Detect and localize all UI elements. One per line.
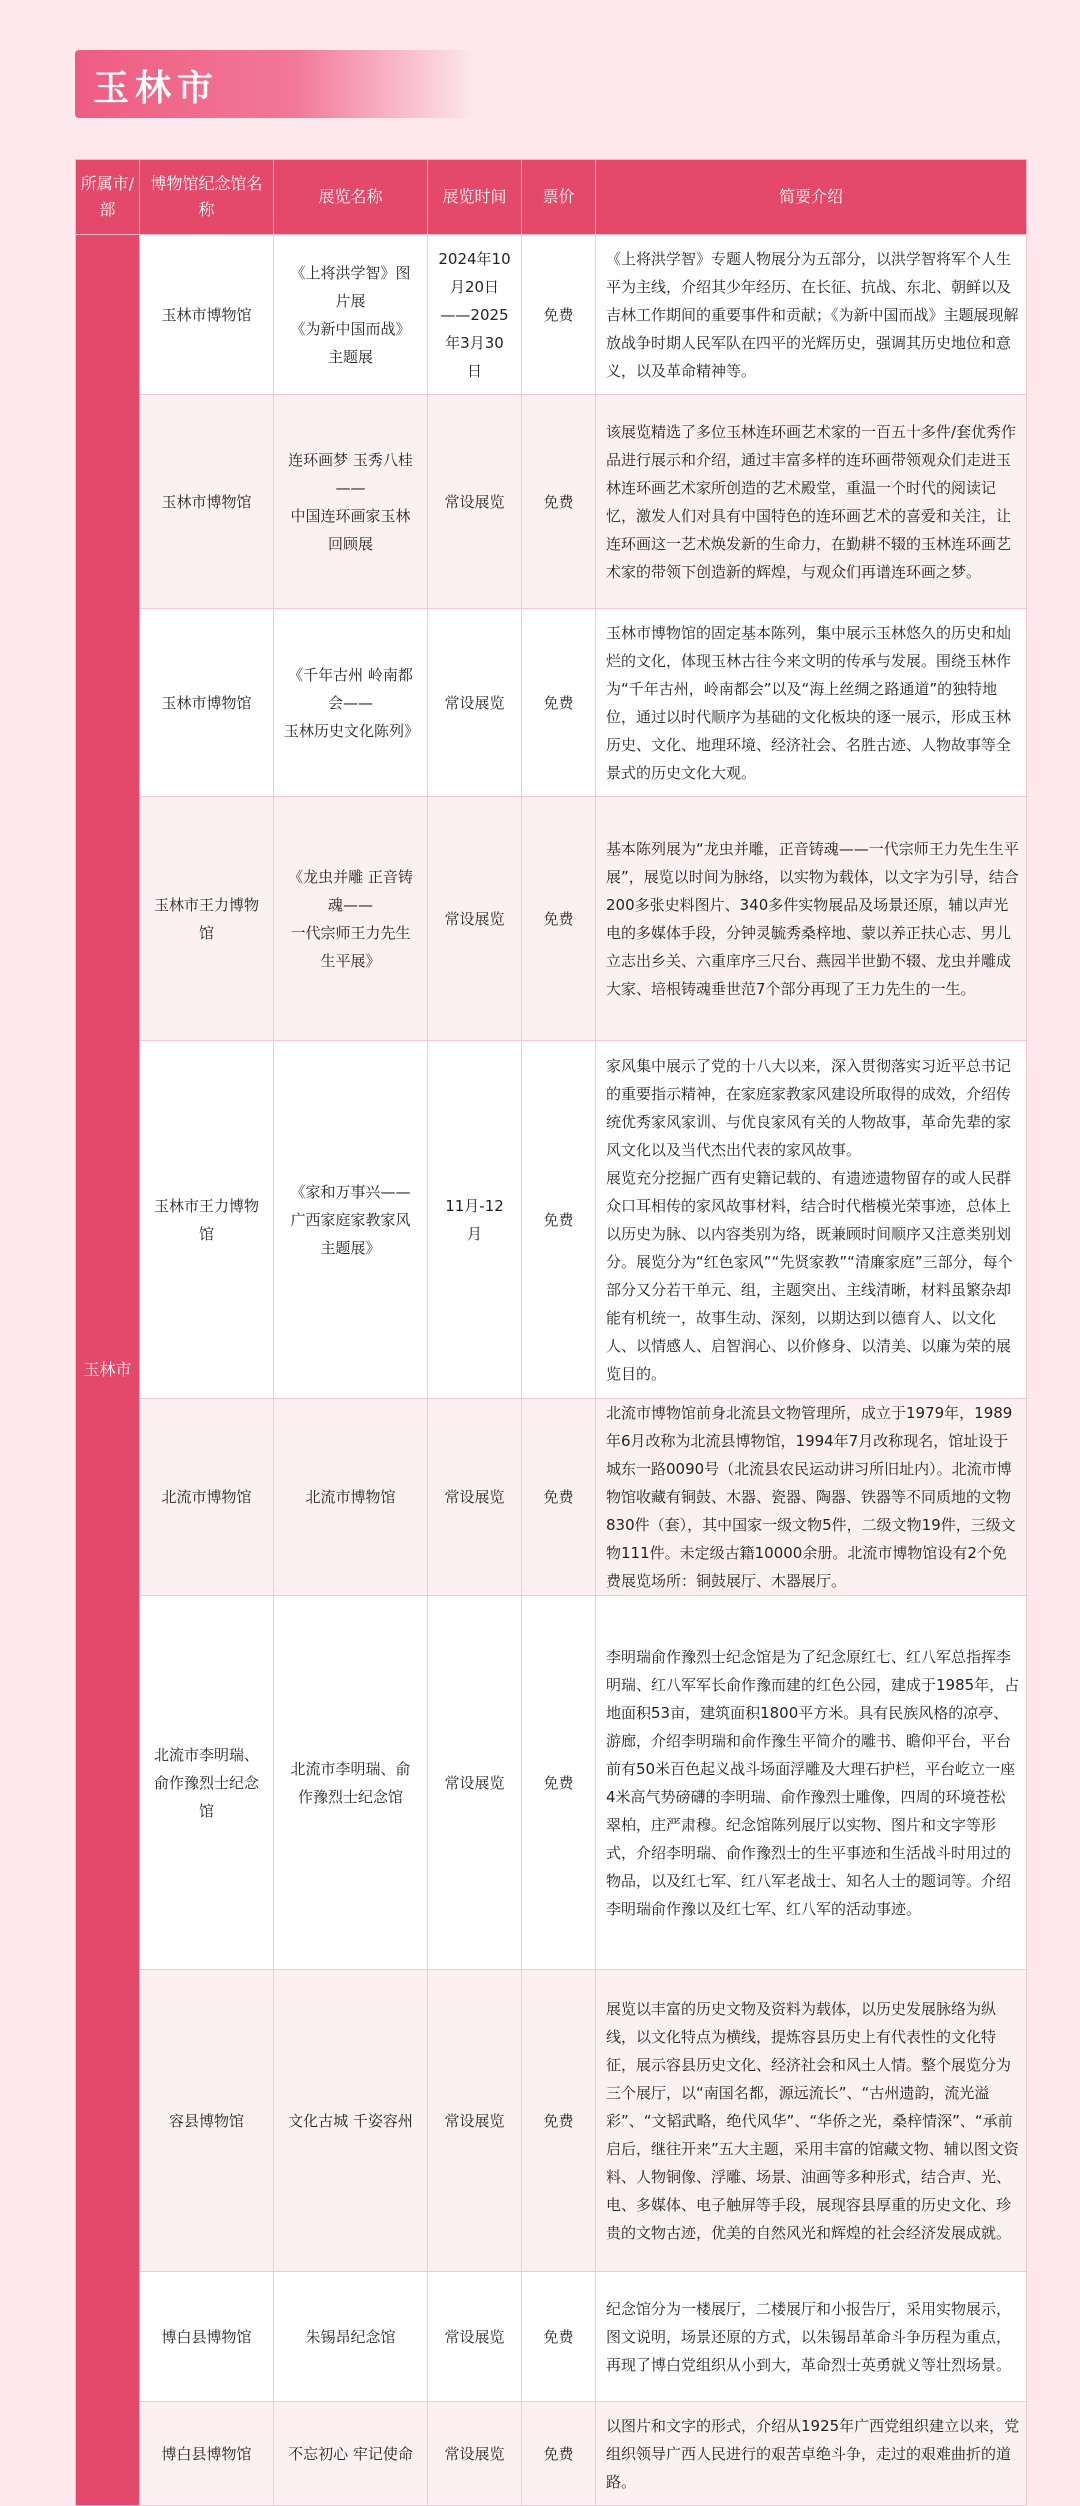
header-exhibition: 展览名称 xyxy=(274,160,428,235)
table-row xyxy=(76,797,1027,1041)
exhibition-intro: 北流市博物馆前身北流县文物管理所，成立于1979年，1989年6月改称为北流县博物馆，1994年7月改称现名，馆址设于城东一路0090号（北流县农民运动讲习所旧址内）。北流市博物馆收藏有铜鼓、木器、瓷器、陶器、铁器等不同质地的文物830件（套），其中国家一级文物5件，二级文物19件，三级文物111件。未定级古籍10000余册。北流市博物馆设有2个免费展览场所：铜鼓展厅、木器展厅。 xyxy=(596,1399,1027,1596)
exhibition-name: 不忘初心 牢记使命 xyxy=(274,2402,428,2506)
table-row xyxy=(76,2402,1027,2506)
exhibition-intro: 展览以丰富的历史文物及资料为载体，以历史发展脉络为纵线，以文化特点为横线，提炼容县历史上有代表性的文化特征，展示容县历史文化、经济社会和风土人情。整个展览分为三个展厅，以“南国名都，源远流长”、“古州遗韵，流光溢彩”、“文韬武略，绝代风华”、“华侨之光，桑梓情深”、“承前启后，继往开来”五大主题，采用丰富的馆藏文物、辅以图文资料、人物铜像、浮雕、场景、油画等多种形式，结合声、光、电、多媒体、电子触屏等手段，展现容县厚重的历史文化、珍贵的文物古迹，优美的自然风光和辉煌的社会经济发展成就。 xyxy=(596,1970,1027,2272)
table-row xyxy=(76,1399,1027,1596)
exhibition-time: 11月-12月 xyxy=(428,1041,522,1399)
ticket-price: 免费 xyxy=(522,1399,596,1596)
table-row xyxy=(76,1970,1027,2272)
region-cell: 玉林市 xyxy=(76,235,140,2506)
ticket-price: 免费 xyxy=(522,1596,596,1970)
exhibition-intro: 家风集中展示了党的十八大以来，深入贯彻落实习近平总书记的重要指示精神，在家庭家教家风建设所取得的成效，介绍传统优秀家风家训、与优良家风有关的人物故事，革命先辈的家风文化以及当代杰出代表的家风故事。 展览充分挖掘广西有史籍记载的、有遗迹遗物留存的或人民群众口耳相传的家风故事材料，结合时代楷模光荣事迹，总体上以历史为脉、以内容类别为络，既兼顾时间顺序又注意类别划分。展览分为“红色家风”“先贤家教”“清廉家庭”三部分，每个部分又分若干单元、组，主题突出、主线清晰，材料虽繁杂却能有机统一，故事生动、深刻，以期达到以德育人、以文化人、以情感人、启智润心、以价修身、以清美、以廉为荣的展览目的。 xyxy=(596,1041,1027,1399)
museum-name: 玉林市博物馆 xyxy=(140,395,274,609)
header-time: 展览时间 xyxy=(428,160,522,235)
exhibition-name: 北流市李明瑞、俞作豫烈士纪念馆 xyxy=(274,1596,428,1970)
ticket-price: 免费 xyxy=(522,609,596,797)
exhibition-intro: 以图片和文字的形式，介绍从1925年广西党组织建立以来，党组织领导广西人民进行的艰苦卓绝斗争，走过的艰难曲折的道路。 xyxy=(596,2402,1027,2506)
museum-name: 玉林市博物馆 xyxy=(140,235,274,395)
exhibition-time: 常设展览 xyxy=(428,1970,522,2272)
museum-name: 北流市博物馆 xyxy=(140,1399,274,1596)
header-intro: 简要介绍 xyxy=(596,160,1027,235)
exhibition-intro: 该展览精选了多位玉林连环画艺术家的一百五十多件/套优秀作品进行展示和介绍，通过丰富多样的连环画带领观众们走进玉林连环画艺术家所创造的艺术殿堂，重温一个时代的阅读记忆，激发人们对具有中国特色的连环画艺术的喜爱和关注，让连环画这一艺术焕发新的生命力，在勤耕不辍的玉林连环画艺术家的带领下创造新的辉煌，与观众们再谱连环画之梦。 xyxy=(596,395,1027,609)
ticket-price: 免费 xyxy=(522,1041,596,1399)
exhibition-time: 常设展览 xyxy=(428,2272,522,2402)
ticket-price: 免费 xyxy=(522,1970,596,2272)
museum-name: 博白县博物馆 xyxy=(140,2272,274,2402)
exhibition-name: 北流市博物馆 xyxy=(274,1399,428,1596)
page-title: 玉林市 xyxy=(93,68,220,109)
table-row xyxy=(76,1596,1027,1970)
ticket-price: 免费 xyxy=(522,2402,596,2506)
museum-name: 玉林市博物馆 xyxy=(140,609,274,797)
museum-name: 北流市李明瑞、俞作豫烈士纪念馆 xyxy=(140,1596,274,1970)
exhibition-intro: 纪念馆分为一楼展厅，二楼展厅和小报告厅，采用实物展示，图文说明，场景还原的方式，以朱锡昂革命斗争历程为重点，再现了博白党组织从小到大，革命烈士英勇就义等壮烈场景。 xyxy=(596,2272,1027,2402)
exhibition-time: 2024年10月20日——2025年3月30日 xyxy=(428,235,522,395)
exhibition-time: 常设展览 xyxy=(428,797,522,1041)
header-museum: 博物馆纪念馆名称 xyxy=(140,160,274,235)
page-title-banner xyxy=(75,50,475,118)
table-row xyxy=(76,395,1027,609)
exhibition-name: 《龙虫并雕 正音铸魂—— 一代宗师王力先生生平展》 xyxy=(274,797,428,1041)
exhibition-time: 常设展览 xyxy=(428,2402,522,2506)
table-row xyxy=(76,2272,1027,2402)
exhibition-time: 常设展览 xyxy=(428,1596,522,1970)
museum-table xyxy=(75,159,1027,2506)
exhibition-intro: 基本陈列展为“龙虫并雕，正音铸魂——一代宗师王力先生生平展”，展览以时间为脉络，以实物为载体，以文字为引导，结合200多张史料图片、340多件实物展品及场景还原，辅以声光电的多媒体手段，分钟灵毓秀桑梓地、蒙以养正扶心志、男儿立志出乡关、六重庠序三尺台、燕园半世勤不辍、龙虫并雕成大家、培根铸魂垂世范7个部分再现了王力先生的一生。 xyxy=(596,797,1027,1041)
table-row xyxy=(76,609,1027,797)
museum-name: 容县博物馆 xyxy=(140,1970,274,2272)
exhibition-time: 常设展览 xyxy=(428,609,522,797)
exhibition-name: 文化古城 千姿容州 xyxy=(274,1970,428,2272)
museum-name: 博白县博物馆 xyxy=(140,2402,274,2506)
exhibition-name: 《上将洪学智》图片展 《为新中国而战》主题展 xyxy=(274,235,428,395)
ticket-price: 免费 xyxy=(522,797,596,1041)
header-region: 所属市/部 xyxy=(76,160,140,235)
museum-name: 玉林市王力博物馆 xyxy=(140,1041,274,1399)
exhibition-name: 朱锡昂纪念馆 xyxy=(274,2272,428,2402)
exhibition-name: 《千年古州 岭南都会—— 玉林历史文化陈列》 xyxy=(274,609,428,797)
table-row xyxy=(76,235,1027,395)
table-header-row xyxy=(76,160,1027,235)
exhibition-time: 常设展览 xyxy=(428,395,522,609)
exhibition-time: 常设展览 xyxy=(428,1399,522,1596)
ticket-price: 免费 xyxy=(522,235,596,395)
museum-name: 玉林市王力博物馆 xyxy=(140,797,274,1041)
exhibition-intro: 玉林市博物馆的固定基本陈列，集中展示玉林悠久的历史和灿烂的文化，体现玉林古往今来文明的传承与发展。围绕玉林作为“千年古州，岭南都会”以及“海上丝绸之路通道”的独特地位，通过以时代顺序为基础的文化板块的逐一展示，形成玉林历史、文化、地理环境、经济社会、名胜古迹、人物故事等全景式的历史文化大观。 xyxy=(596,609,1027,797)
table-row xyxy=(76,1041,1027,1399)
ticket-price: 免费 xyxy=(522,2272,596,2402)
exhibition-name: 《家和万事兴—— 广西家庭家教家风主题展》 xyxy=(274,1041,428,1399)
exhibition-name: 连环画梦 玉秀八桂—— 中国连环画家玉林回顾展 xyxy=(274,395,428,609)
ticket-price: 免费 xyxy=(522,395,596,609)
header-price: 票价 xyxy=(522,160,596,235)
exhibition-intro: 李明瑞俞作豫烈士纪念馆是为了纪念原红七、红八军总指挥李明瑞、红八军军长俞作豫而建的红色公园，建成于1985年，占地面积53亩，建筑面积1800平方米。具有民族风格的凉亭、游廊，介绍李明瑞和俞作豫生平简介的雕书、瞻仰平台，平台前有50米百色起义战斗场面浮雕及大理石护栏，平台屹立一座4米高气势磅礴的李明瑞、俞作豫烈士雕像，四周的环境苍松翠柏，庄严肃穆。纪念馆陈列展厅以实物、图片和文字等形式，介绍李明瑞、俞作豫烈士的生平事迹和生活战斗时用过的物品，以及红七军、红八军老战士、知名人士的题词等。介绍李明瑞俞作豫以及红七军、红八军的活动事迹。 xyxy=(596,1596,1027,1970)
exhibition-intro: 《上将洪学智》专题人物展分为五部分，以洪学智将军个人生平为主线，介绍其少年经历、在长征、抗战、东北、朝鲜以及吉林工作期间的重要事件和贡献；《为新中国而战》主题展现解放战争时期人民军队在四平的光辉历史，强调其历史地位和意义，以及革命精神等。 xyxy=(596,235,1027,395)
